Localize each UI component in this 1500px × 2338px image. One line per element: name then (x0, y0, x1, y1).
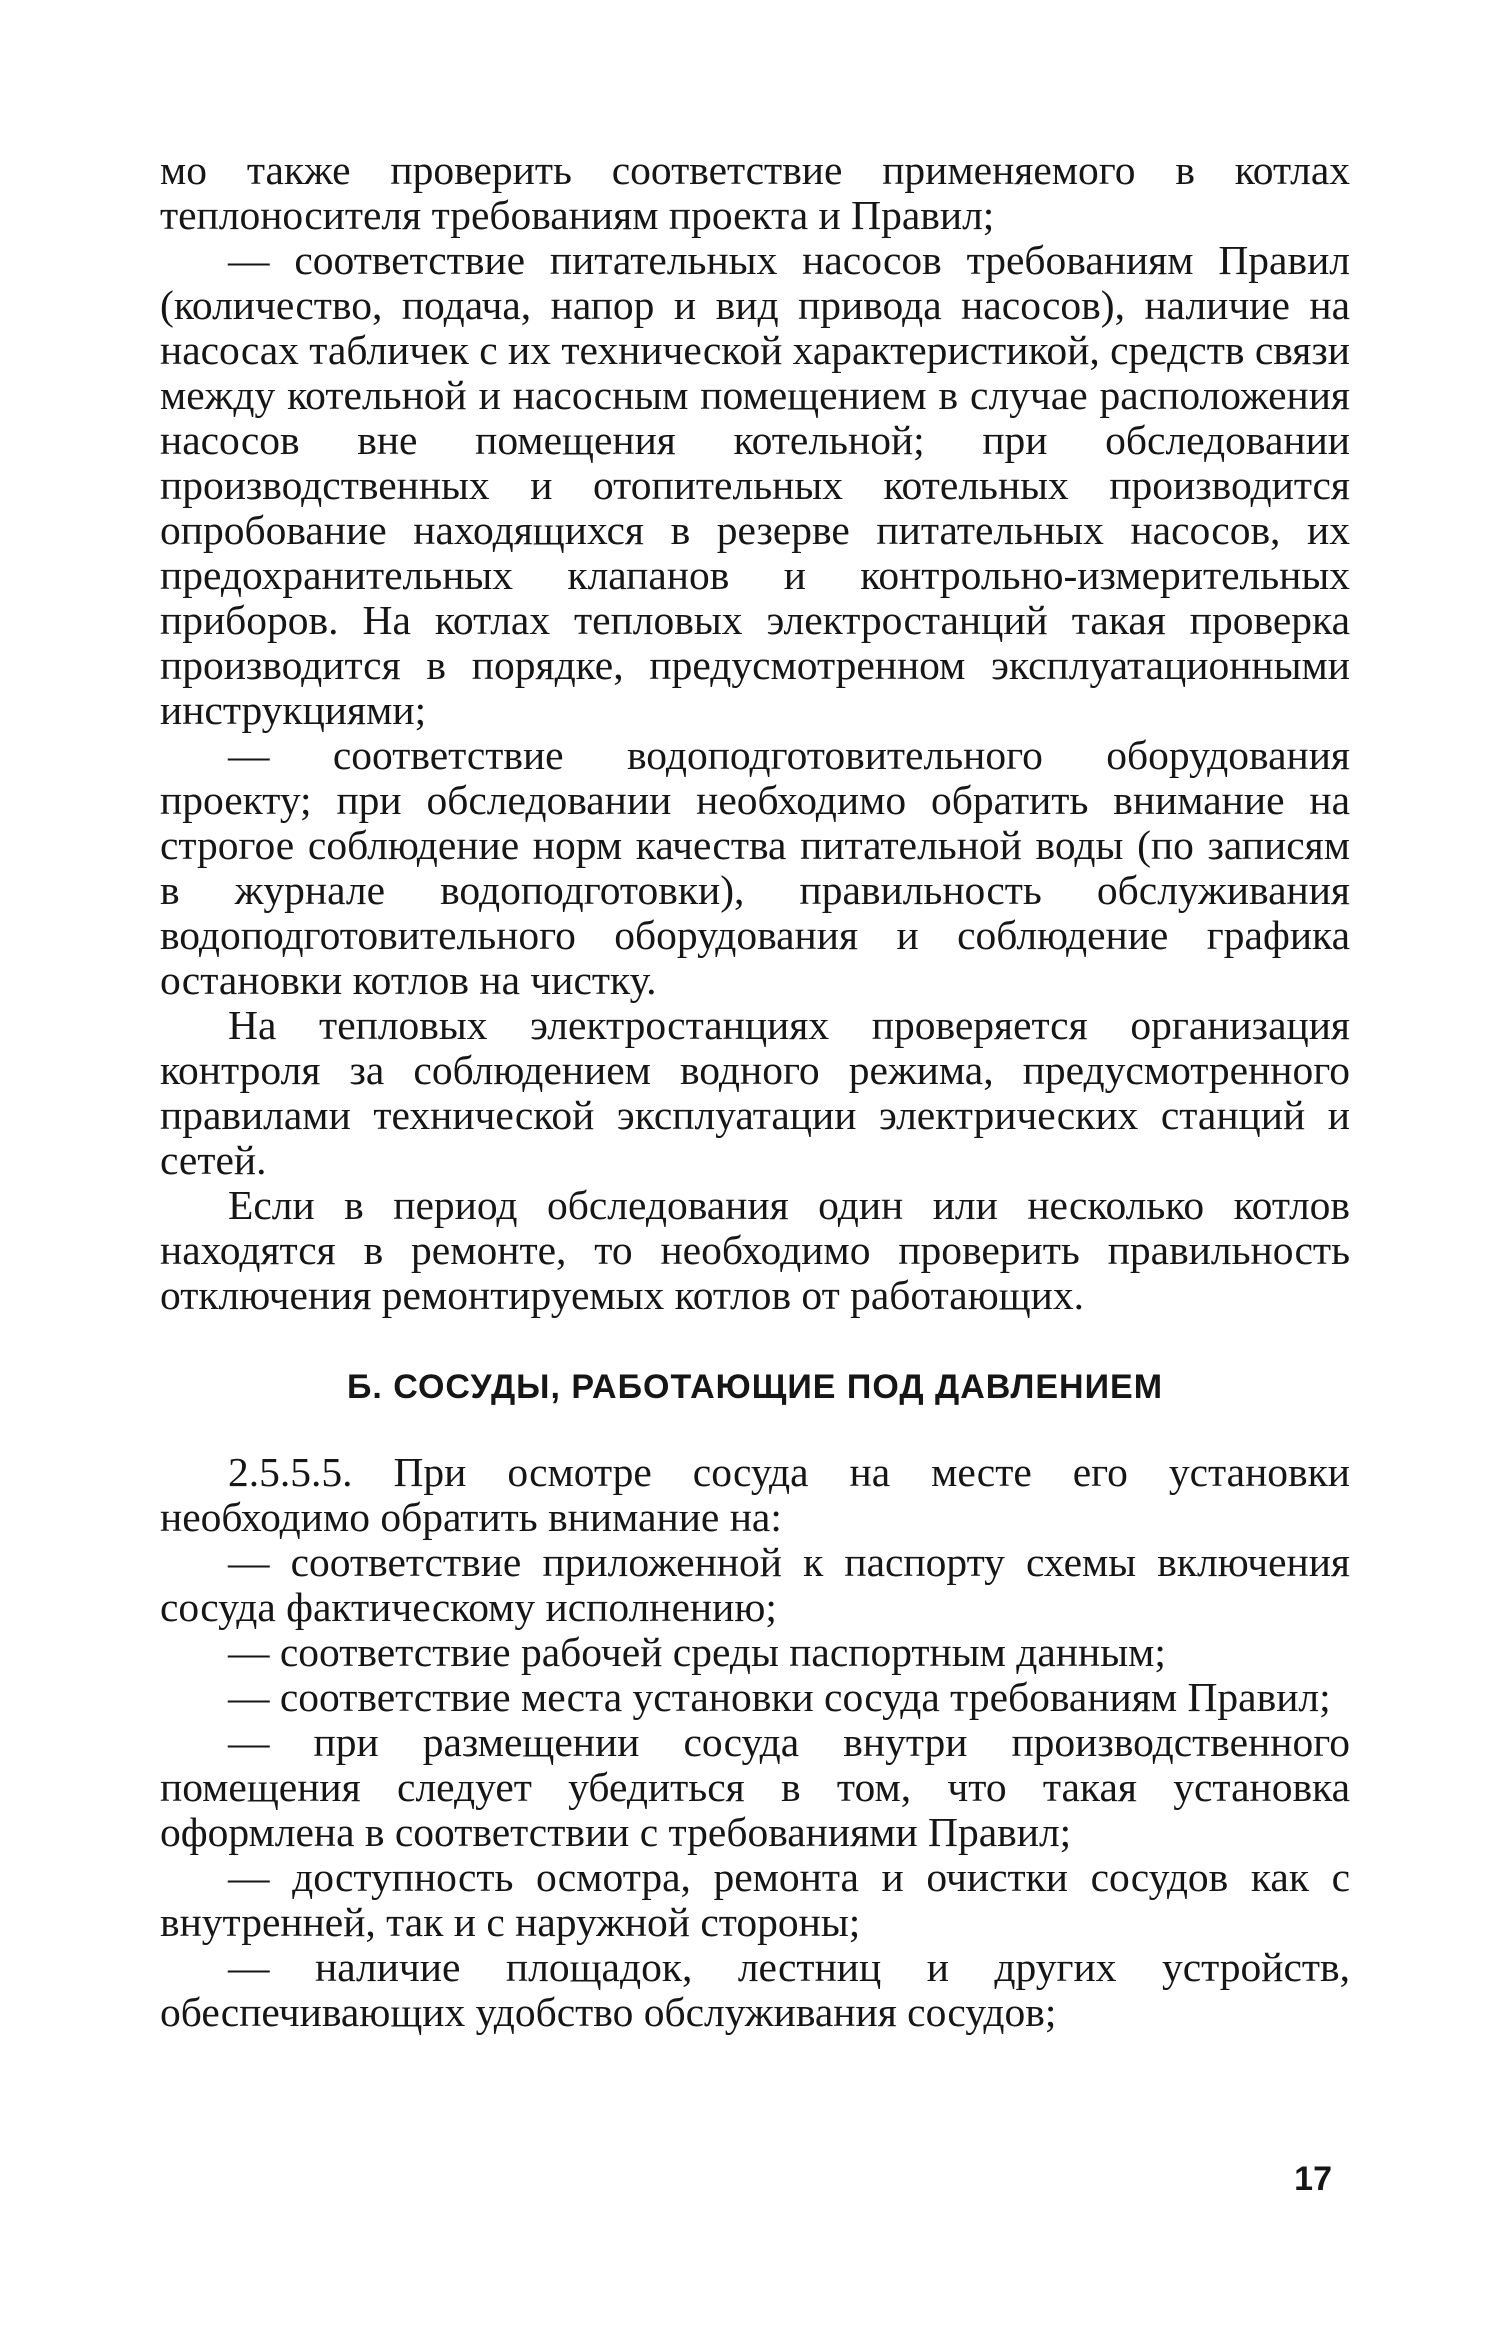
list-item-platforms: — наличие площадок, лестниц и других устройств, обеспечивающих удобство обслуживания сосудов; (160, 1944, 1350, 2035)
list-item-scheme: — соответствие приложенной к паспорту схемы включения сосуда фактическому исполнению; (160, 1539, 1350, 1630)
page-body (160, 148, 1350, 2278)
paragraph-vessel-inspection: 2.5.5.5. При осмотре сосуда на месте его установки необходимо обратить внимание на: (160, 1449, 1350, 1540)
paragraph-coolant: мо также проверить соответствие применяемого в котлах теплоносителя требованиям проекта и Правил; (160, 147, 1350, 238)
paragraph-power-stations: На тепловых электростанциях проверяется организация контроля за соблюдением водного режима, предусмотренного правилами технической эксплуатации электрических станций и сетей. (160, 1002, 1350, 1183)
paragraph-feed-pumps: — соответствие питательных насосов требованиям Правил (количество, подача, напор и вид привода насосов), наличие на насосах табличек с их технической характеристикой, средств связи между котельной и насосным помещением в случае расположения насосов вне помещения котельной; при обследовании производственных и отопительных котельных производится опробование находящихся в резерве питательных насосов, их предохранительных клапанов и контрольно-измерительных приборов. На котлах тепловых электростанций такая проверка производится в порядке, предусмотренном эксплуатационными инструкциями; (160, 237, 1350, 733)
section-heading: Б. СОСУДЫ, РАБОТАЮЩИЕ ПОД ДАВЛЕНИЕМ (346, 1368, 1164, 1406)
paragraph-repair-boilers: Если в период обследования один или несколько котлов находятся в ремонте, то необходимо проверить правильность отключения ремонтируемых котлов от работающих. (160, 1182, 1350, 1318)
page-number: 17 (1294, 2160, 1332, 2198)
list-item-working-medium: — соответствие рабочей среды паспортным данным; (228, 1629, 1166, 1675)
list-item-installation-place: — соответствие места установки сосуда требованиям Правил; (228, 1674, 1331, 1720)
paragraph-water-treatment: — соответствие водоподготовительного оборудования проекту; при обследовании необходимо обратить внимание на строгое соблюдение норм качества питательной воды (по записям в журнале водоподготовки), правильность обслуживания водоподготовительного оборудования и соблюдение графика остановки котлов на чистку. (160, 732, 1350, 1003)
list-item-accessibility: — доступность осмотра, ремонта и очистки сосудов как с внутренней, так и с наружной стороны; (160, 1854, 1350, 1945)
list-item-indoor-placement: — при размещении сосуда внутри производственного помещения следует убедиться в том, что такая установка оформлена в соответствии с требованиями Правил; (160, 1719, 1350, 1855)
